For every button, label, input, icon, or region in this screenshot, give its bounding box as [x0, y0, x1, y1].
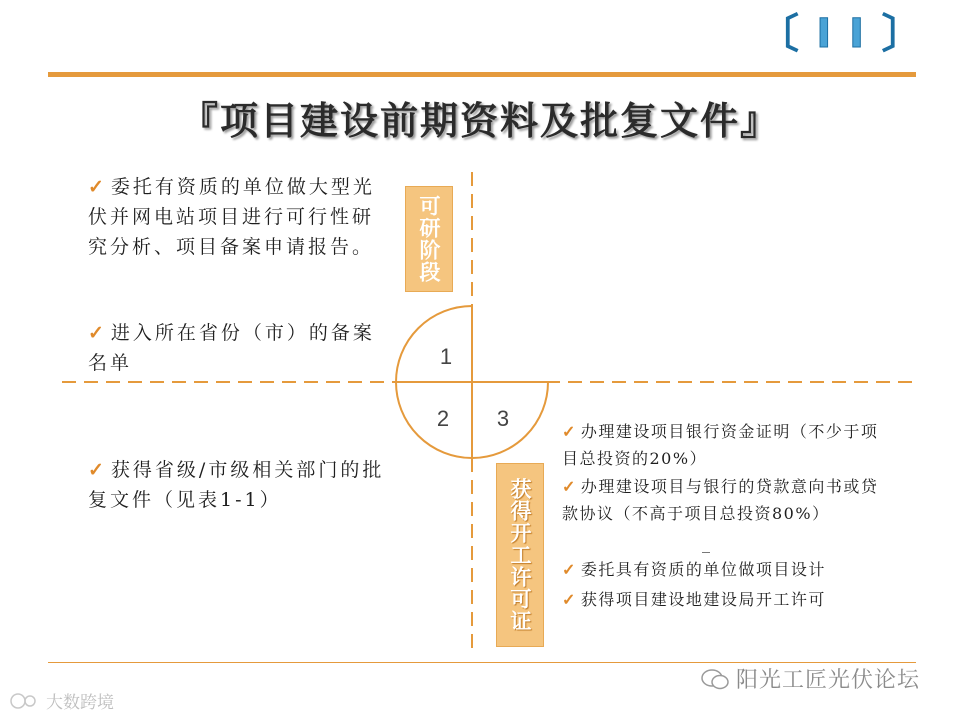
- watermark-left: [8, 688, 114, 713]
- watermark-right: [700, 663, 920, 694]
- watermark-left-text: 大数跨境: [46, 693, 114, 713]
- check-icon: ✓: [562, 590, 577, 609]
- left-item: [88, 172, 378, 262]
- check-icon: ✓: [562, 422, 577, 441]
- quadrant-1-shape: [396, 306, 472, 382]
- right-item: [562, 556, 902, 583]
- watermark-right-text: 阳光工匠光伏论坛: [736, 668, 921, 693]
- right-item: [562, 473, 892, 527]
- left-item-text: 委托有资质的单位做大型光伏并网电站项目进行可行性研究分析、项目备案申请报告。: [88, 176, 375, 258]
- left-item: [88, 318, 378, 378]
- check-icon: ✓: [88, 322, 107, 344]
- left-item: [88, 455, 388, 515]
- page-number: 〔 I I 〕: [758, 11, 924, 57]
- left-item-text: 获得省级/市级相关部门的批复文件（见表1-1）: [88, 459, 385, 511]
- check-icon: ✓: [562, 560, 577, 579]
- right-item-text: 委托具有资质的单位做项目设计: [580, 560, 826, 579]
- stray-mark: _: [702, 534, 712, 553]
- right-item-text: 办理建设项目与银行的贷款意向书或贷款协议（不高于项目总投资80%）: [562, 477, 879, 523]
- feasibility-stage-tag: [405, 186, 453, 292]
- quadrant-2-label: 2: [436, 406, 450, 431]
- right-item: [562, 586, 902, 613]
- check-icon: ✓: [88, 459, 107, 481]
- left-item-text: 进入所在省份（市）的备案名单: [88, 322, 375, 374]
- check-icon: ✓: [562, 477, 577, 496]
- right-item-text: 获得项目建设地建设局开工许可: [580, 590, 826, 609]
- right-item-text: 办理建设项目银行资金证明（不少于项目总投资的20%）: [562, 422, 879, 468]
- right-item: [562, 418, 892, 472]
- quadrant-2-shape: [396, 382, 472, 458]
- slide-title: 『项目建设前期资料及批复文件』: [179, 99, 780, 143]
- wechat-icon: [700, 667, 730, 691]
- check-icon: ✓: [88, 176, 107, 198]
- permit-stage-tag: [496, 463, 544, 647]
- quadrant-3-label: 3: [496, 406, 510, 431]
- quadrant-1-label: 1: [439, 344, 453, 369]
- feasibility-stage-label: 可研阶段: [417, 195, 441, 283]
- quadrant-3-shape: [472, 382, 548, 458]
- permit-stage-label: 获得开工许可证: [508, 478, 532, 632]
- logo-icon: [8, 691, 42, 711]
